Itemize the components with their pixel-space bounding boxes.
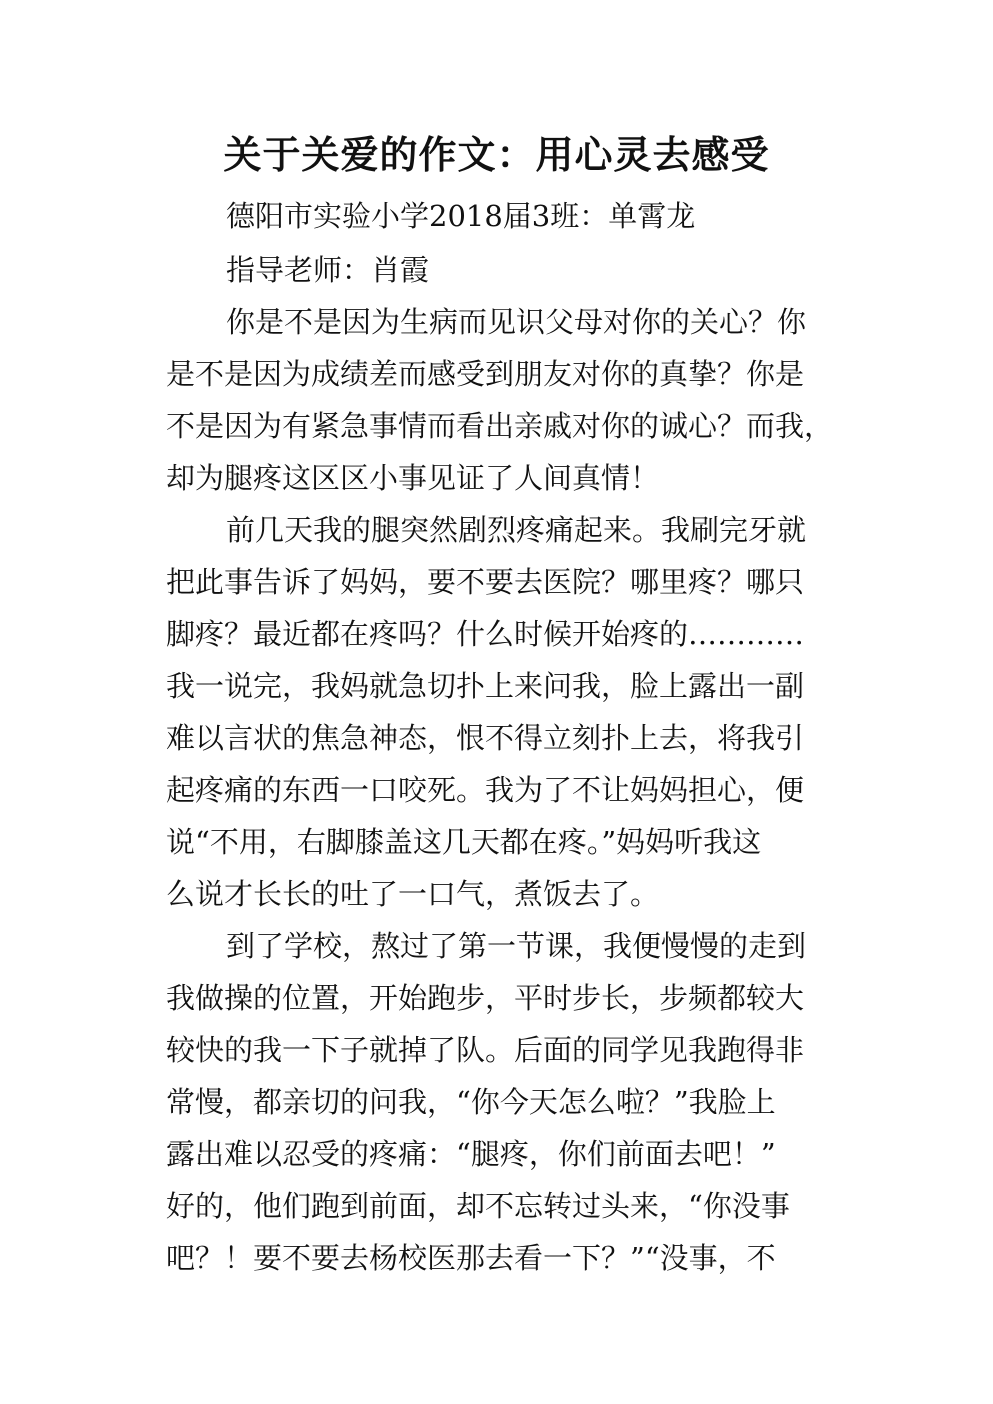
paragraph-2-line: 起疼痛的东西一口咬死。我为了不让妈妈担心，便 bbox=[166, 773, 805, 807]
paragraph-3-line: 常慢，都亲切的问我，“你今天怎么啦？”我脸上 bbox=[166, 1085, 776, 1119]
paragraph-2-line: 前几天我的腿突然剧烈疼痛起来。我刷完牙就 bbox=[226, 513, 807, 547]
essay-title: 关于关爱的作文：用心灵去感受 bbox=[223, 133, 770, 177]
paragraph-2-line: 说“不用，右脚膝盖这几天都在疼。”妈妈听我这 bbox=[166, 825, 762, 859]
paragraph-2-line: 么说才长长的吐了一口气，煮饭去了。 bbox=[166, 877, 660, 911]
paragraph-2-line: 把此事告诉了妈妈，要不要去医院？哪里疼？哪只 bbox=[166, 565, 805, 599]
paragraph-2-line: 脚疼？最近都在疼吗？什么时候开始疼的………… bbox=[166, 617, 805, 651]
paragraph-3-line: 我做操的位置，开始跑步，平时步长，步频都较大 bbox=[166, 981, 805, 1015]
paragraph-3-line: 到了学校，熬过了第一节课，我便慢慢的走到 bbox=[226, 929, 807, 963]
paragraph-2-line: 难以言状的焦急神态，恨不得立刻扑上去，将我引 bbox=[166, 721, 805, 755]
author-line: 德阳市实验小学2018届3班：单霄龙 bbox=[226, 199, 696, 233]
paragraph-1-line: 是不是因为成绩差而感受到朋友对你的真挚？你是 bbox=[166, 357, 805, 391]
paragraph-1-line: 你是不是因为生病而见识父母对你的关心？你 bbox=[226, 305, 807, 339]
paragraph-3-line: 吧？！要不要去杨校医那去看一下？”“没事，不 bbox=[166, 1241, 776, 1275]
teacher-line: 指导老师：肖霞 bbox=[226, 253, 430, 287]
paragraph-3-line: 露出难以忍受的疼痛：“腿疼，你们前面去吧！” bbox=[166, 1137, 776, 1171]
paragraph-1-line: 却为腿疼这区区小事见证了人间真情！ bbox=[166, 461, 660, 495]
paragraph-3-line: 好的，他们跑到前面，却不忘转过头来，“你没事 bbox=[166, 1189, 790, 1223]
paragraph-1-line: 不是因为有紧急事情而看出亲戚对你的诚心？而我， bbox=[166, 409, 834, 443]
paragraph-3-line: 较快的我一下子就掉了队。后面的同学见我跑得非 bbox=[166, 1033, 805, 1067]
paragraph-2-line: 我一说完，我妈就急切扑上来问我，脸上露出一副 bbox=[166, 669, 805, 703]
